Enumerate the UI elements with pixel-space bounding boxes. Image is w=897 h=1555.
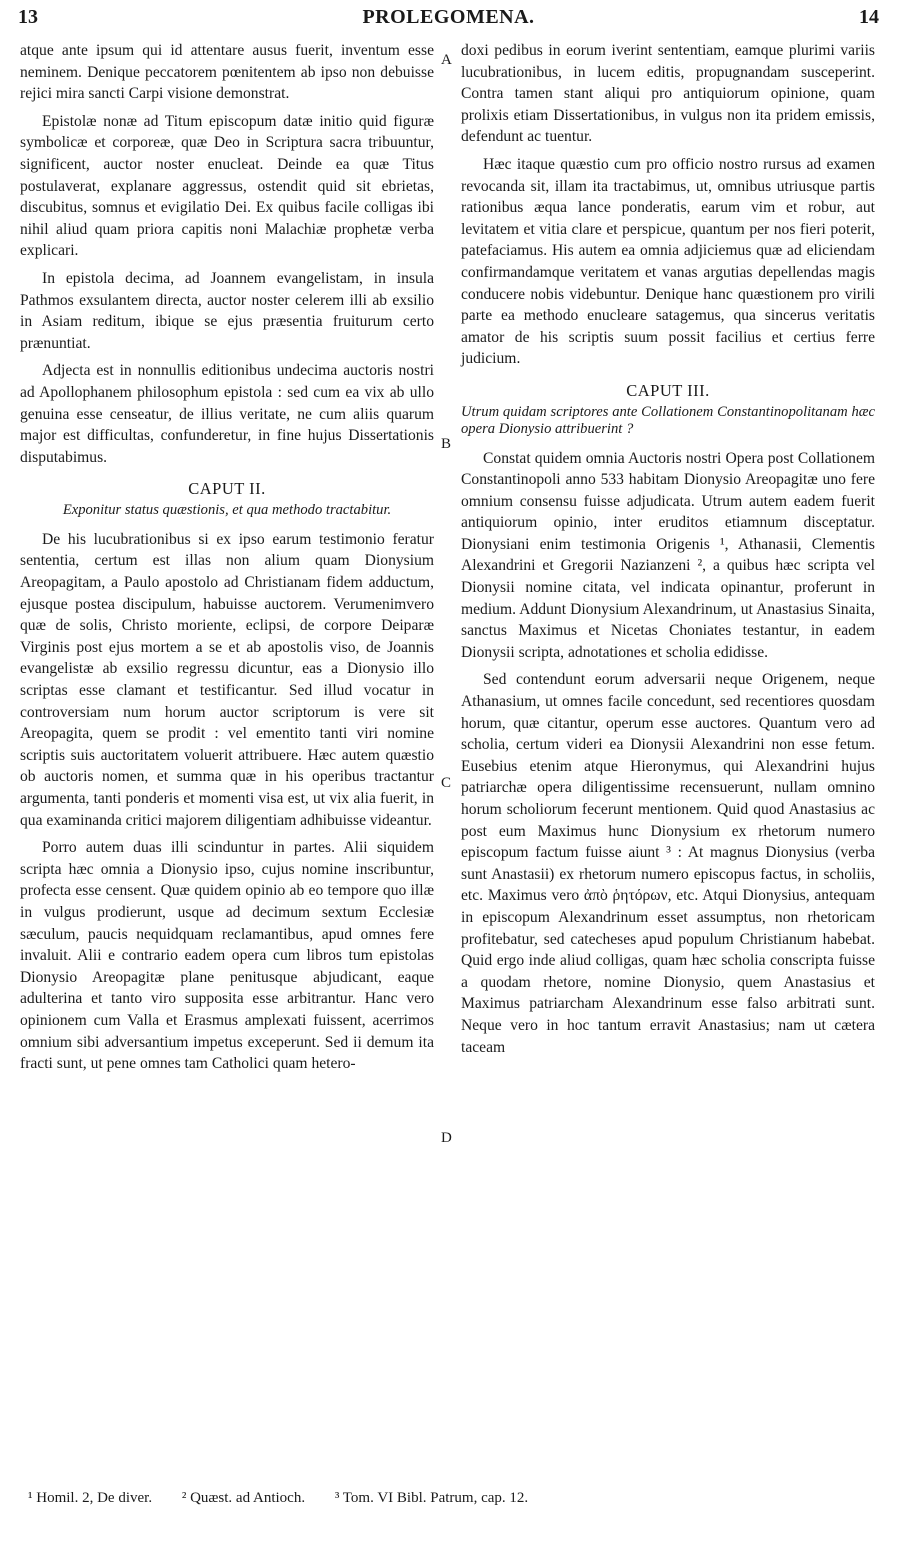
footnotes — [28, 1490, 877, 1507]
chapter-heading: CAPUT III. — [626, 380, 710, 400]
margin-marker-c: C — [441, 775, 452, 791]
chapter-heading: CAPUT II. — [188, 479, 266, 499]
chapter-subtitle: Utrum quidam scriptores ante Collationem Constantinopolitanam hæc opera Dionysio attribuerint ? — [461, 403, 875, 437]
paragraph: De his lucubrationibus si ex ipso earum testimonio feratur sententia, certum est illas non alium quam Dionysium Areopagitam, a Paulo apostolo ad Christianam fidem adductum, ejusque postea discipulum, habuisse auctorem. Verumenimvero quæ de solis, Christo moriente, eclipsi, de corpore Deiparæ Virginis post ejus mortem a se et ab apostolis viso, de Joannis evangelistæ ab exsilio regressu dicuntur, eas a Dionysio illo scriptas esse clamant et testificantur. Sed illud vocatur in controversiam num horum auctor scriptorum is vere sit Areopagita, quem se prodit : vel ementito tanti viri nomine scriptis suis auctoritatem voluerit attribuere. Hæc autem quæstio ob auctoris nomen, et summa quæ in his operibus tractantur argumenta, tanti ponderis et momenti visa est, ut vix alia fuerit, in qua examinanda critici majorem diligentiam adhibuisse videantur. — [20, 530, 434, 829]
margin-marker-b: B — [441, 436, 452, 452]
paragraph: Hæc itaque quæstio cum pro officio nostro rursus ad examen revocanda sit, illam ita tractabimus, ut, omnibus utriusque partis rationibus æqua lance ponderatis, earum vim et robur, aut levitatem et vitia clare et perspicue, quantum per nos fieri poterit, patefaciamus. His autem ea omnia adjiciemus quæ ad eliciendam confirmandamque veritatem et vanas argutias depellendas magis conducere nobis videbuntur. Denique hanc quæstionem pro virili parte ea methodo enucleare satagemus, qua sincerus veritatis amator de his scriptis suum possit facilius et certius ferre judicium. — [461, 155, 875, 368]
running-title: PROLEGOMENA. — [362, 6, 535, 28]
paragraph: Porro autem duas illi scinduntur in partes. Alii siquidem scripta hæc omnia a Dionysio ipso, cujus nomine inscribuntur, profecta esse censent. Quæ quidem opinio ab eo tempore quo illæ in vulgus prodierunt, usque ad decimum sextum Ecclesiæ sæculum, paucis nequidquam reclamantibus, apud omnes fere invaluit. Alii e contrario eadem opera cum libros tum epistolas Dionysio Areopagitæ plane penitusque abjudicant, eaque adulterina et tanto viro supposita esse arbitrantur. Hanc vero opinionem cum Valla et Erasmus amplexati fuissent, acerrimos omnium sibi adversantium impetus exceperunt. Sed ii demum ita fracti sunt, ut pene omnes tam Catholici quam hetero- — [20, 839, 434, 1073]
paragraph: Adjecta est in nonnullis editionibus undecima auctoris nostri ad Apollophanem philosophum epistola : sed cum ea vix ab ullo genuina esse censeatur, de illius veritate, ne cum aliis quarum major est difficultas, confunderetur, in fine hujus Dissertationis disputabimus. — [20, 362, 434, 466]
chapter-subtitle: Exponitur status quæstionis, et qua methodo tractabitur. — [62, 501, 392, 518]
margin-marker-a: A — [441, 52, 452, 68]
paragraph: Sed contendunt eorum adversarii neque Origenem, neque Athanasium, ut omnes facile concedunt, sed recentiores quosdam horum, quæ citantur, operum esse auctores. Quantum vero ad scholia, certum videri ea Dionysii Alexandrini non esse fetum. Eusebius etenim atque Hieronymus, qui Alexandrini hujus patriarchæ opera diligentissime recensuerunt, nullam omnino horum scholiorum fecerunt mentionem. Quid quod Anastasius ac post eum Maximus hunc Dionysium ex rhetorum numero episcopum factum fuisse aiunt ³ : At magnus Dionysius (verba sunt Anastasii) ex rhetorum numero episcopus factus, in scholiis, etc. Maximus vero ἀπὸ ῥητόρων, etc. Atqui Dionysius, antequam in episcopum Alexandrinum esset assumptus, non rhetoricam profitebatur, sed catecheses apud populum Christianum habebat. Quid ergo inde aliud colligas, quam hæc scholia conscripta fuisse a quodam rhetore, nomine Dionysio, quem Anastasius et Maximus patriarcham Alexandrinum esse falso arbitrati sunt. Neque vero in hoc tantum erravit Anastasius; nam ut cætera taceam — [461, 671, 875, 1056]
footnote: ² Quæst. ad Antioch. — [181, 1490, 306, 1506]
page-number-left: 13 — [18, 6, 38, 28]
paragraph: atque ante ipsum qui id attentare ausus fuerit, inventum esse neminem. Denique peccatorem pœnitentem ab ipso non debuisse rejici mira sancti Carpi visione demonstrat. — [20, 42, 434, 103]
left-column — [20, 40, 434, 1081]
running-header — [18, 6, 879, 36]
paragraph: In epistola decima, ad Joannem evangelistam, in insula Pathmos exsulantem directa, auctor noster celerem illi ab exsilio in Asiam reditum, ibique se ejus præsentia fruiturum certo prænuntiat. — [20, 269, 434, 352]
margin-marker-d: D — [441, 1130, 452, 1146]
page-number-right: 14 — [859, 6, 879, 28]
paragraph: Constat quidem omnia Auctoris nostri Opera post Collationem Constantinopoli anno 533 habitam Dionysio Areopagitæ uno fere omnium consensu fuisse adjudicata. Utrum autem eadem fuerit antiquiorum opinio, inter eruditos etiamnum disceptatur. Dionysiani enim testimonia Origenis ¹, Athanasii, Clementis Alexandrini et Gregorii Nazianzeni ², a quibus hæc scripta vel Dionysii nomine citata, vel indicata opinantur, proferunt in medium. Addunt Dionysium Alexandrinum, ut Anastasius Sinaita, sanctus Maximus et Nicetas Choniates testantur, in eadem Dionysii scripta, adnotationes et scholia edidisse. — [461, 449, 875, 661]
paragraph: Epistolæ nonæ ad Titum episcopum datæ initio quid figuræ symbolicæ et corporeæ, quæ Deo in Scriptura sacra tribuuntur, significent, auctor noster enucleat. Deinde ea quæ Titus postulaverat, explanare aggressus, ostendit quid sit ebrietas, discubitus, somnus et evigilatio Dei. Ex quibus facile colligas ibi nihil aliud quam priora capitis noni Malachiæ prophetæ verba explicari. — [20, 112, 434, 260]
footnote: ³ Tom. VI Bibl. Patrum, cap. 12. — [334, 1490, 529, 1506]
footnote: ¹ Homil. 2, De diver. — [28, 1490, 153, 1506]
paragraph: doxi pedibus in eorum iverint sententiam, eamque plurimi variis lucubrationibus, in lucem editis, propugnandam susceperint. Contra tamen stant aliqui pro antiquiorum opinione, quam prolixis etiam Dissertationibus, in vulgus non ita pridem emissis, defendunt ac tuentur. — [461, 42, 875, 146]
right-column — [461, 40, 875, 1064]
